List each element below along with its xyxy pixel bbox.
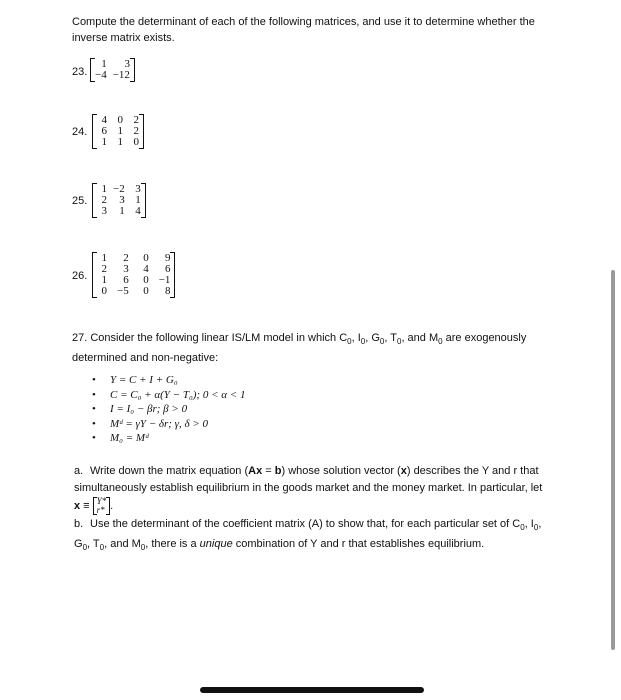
question-b: b. Use the determinant of the coefficient matrix (A) to show that, for each particular set of $C_0$, $I_0$, $G_0$, $T_0$, and $M_0$, there is a unique combination of Y and r that establishes equilibrium. bbox=[74, 518, 542, 553]
matrix-cell: −1 bbox=[158, 274, 171, 286]
matrix-cell: 1 bbox=[135, 194, 141, 206]
matrix-cell: 6 bbox=[101, 125, 107, 137]
matrix-23 bbox=[90, 58, 135, 82]
matrix-cell: 1 bbox=[119, 205, 125, 217]
problem-25-number: 25. bbox=[72, 195, 88, 207]
matrix-cell: 6 bbox=[123, 274, 129, 286]
matrix-cell: 1 bbox=[101, 136, 107, 148]
matrix-cell: 8 bbox=[164, 285, 171, 297]
matrix-cell: 0 bbox=[143, 274, 149, 286]
instructions-text: Compute the determinant of each of the following matrices, and use it to determine whether the inverse matrix exists. bbox=[72, 16, 535, 44]
matrix-26 bbox=[92, 252, 175, 298]
list-item: • C = C₀ + α(Y − T₀); 0 < α < 1 bbox=[92, 388, 246, 401]
matrix-cell: 1 bbox=[101, 252, 107, 264]
matrix-cell: 0 bbox=[133, 136, 139, 148]
matrix-cell: 2 bbox=[101, 194, 107, 206]
solution-vector: Y* r* bbox=[93, 497, 111, 515]
list-item: • M₀ = Mᵈ bbox=[92, 432, 149, 444]
matrix-cell: 1 bbox=[101, 183, 107, 195]
matrix-cell: 9 bbox=[164, 252, 171, 264]
matrix-cell: 4 bbox=[143, 263, 149, 275]
matrix-cell: 2 bbox=[123, 252, 129, 264]
problem-27-intro: 27. Consider the following linear IS/LM model in which $C_0$, $I_0$, $G_0$, $T_0$, and $M_0$ are exogenously determined and non-negative: bbox=[72, 332, 527, 365]
matrix-cell: 4 bbox=[135, 205, 141, 217]
matrix-cell: 0 bbox=[143, 252, 149, 264]
equation-list bbox=[92, 373, 245, 446]
matrix-cell: −5 bbox=[117, 285, 129, 297]
matrix-cell: 3 bbox=[119, 194, 125, 206]
matrix-cell: 0 bbox=[117, 114, 123, 126]
matrix-cell: 2 bbox=[133, 114, 139, 126]
matrix-cell: 6 bbox=[164, 263, 171, 275]
matrix-cell: 0 bbox=[143, 285, 149, 297]
matrix-cell: 3 bbox=[101, 205, 107, 217]
matrix-cell: 4 bbox=[101, 114, 107, 126]
matrix-cell: 1 bbox=[117, 136, 123, 148]
matrix-25 bbox=[92, 183, 146, 218]
matrix-cell: 0 bbox=[101, 285, 107, 297]
matrix-cell: 1 bbox=[117, 125, 123, 137]
matrix-cell: −2 bbox=[113, 183, 125, 195]
question-a: a. Write down the matrix equation (Ax = b) whose solution vector (x) describes the Y and r that simultaneously establish equilibrium in the goods market and the money market. In particular, let x ≡ Y* r* . bbox=[74, 465, 543, 515]
matrix-cell: 2 bbox=[133, 125, 139, 137]
matrix-cell: 1 bbox=[101, 274, 107, 286]
list-item: • Y = C + I + G₀ bbox=[92, 374, 178, 386]
matrix-cell: −12 bbox=[112, 69, 130, 81]
matrix-cell: 2 bbox=[101, 263, 107, 275]
home-indicator[interactable] bbox=[200, 687, 424, 693]
matrix-cell: −4 bbox=[95, 69, 107, 81]
matrix-cell: 3 bbox=[123, 263, 129, 275]
matrix-cell: 3 bbox=[124, 58, 130, 70]
problem-24-number: 24. bbox=[72, 126, 88, 138]
matrix-cell: 3 bbox=[135, 183, 141, 195]
list-item: • Mᵈ = γY − δr; γ, δ > 0 bbox=[92, 417, 209, 430]
problem-23-number: 23. bbox=[72, 66, 88, 78]
scrollbar[interactable] bbox=[611, 270, 615, 650]
matrix-cell: 1 bbox=[101, 58, 107, 70]
list-item: • I = I₀ − βr; β > 0 bbox=[92, 403, 188, 415]
problem-26-number: 26. bbox=[72, 270, 88, 282]
matrix-24 bbox=[92, 114, 144, 149]
